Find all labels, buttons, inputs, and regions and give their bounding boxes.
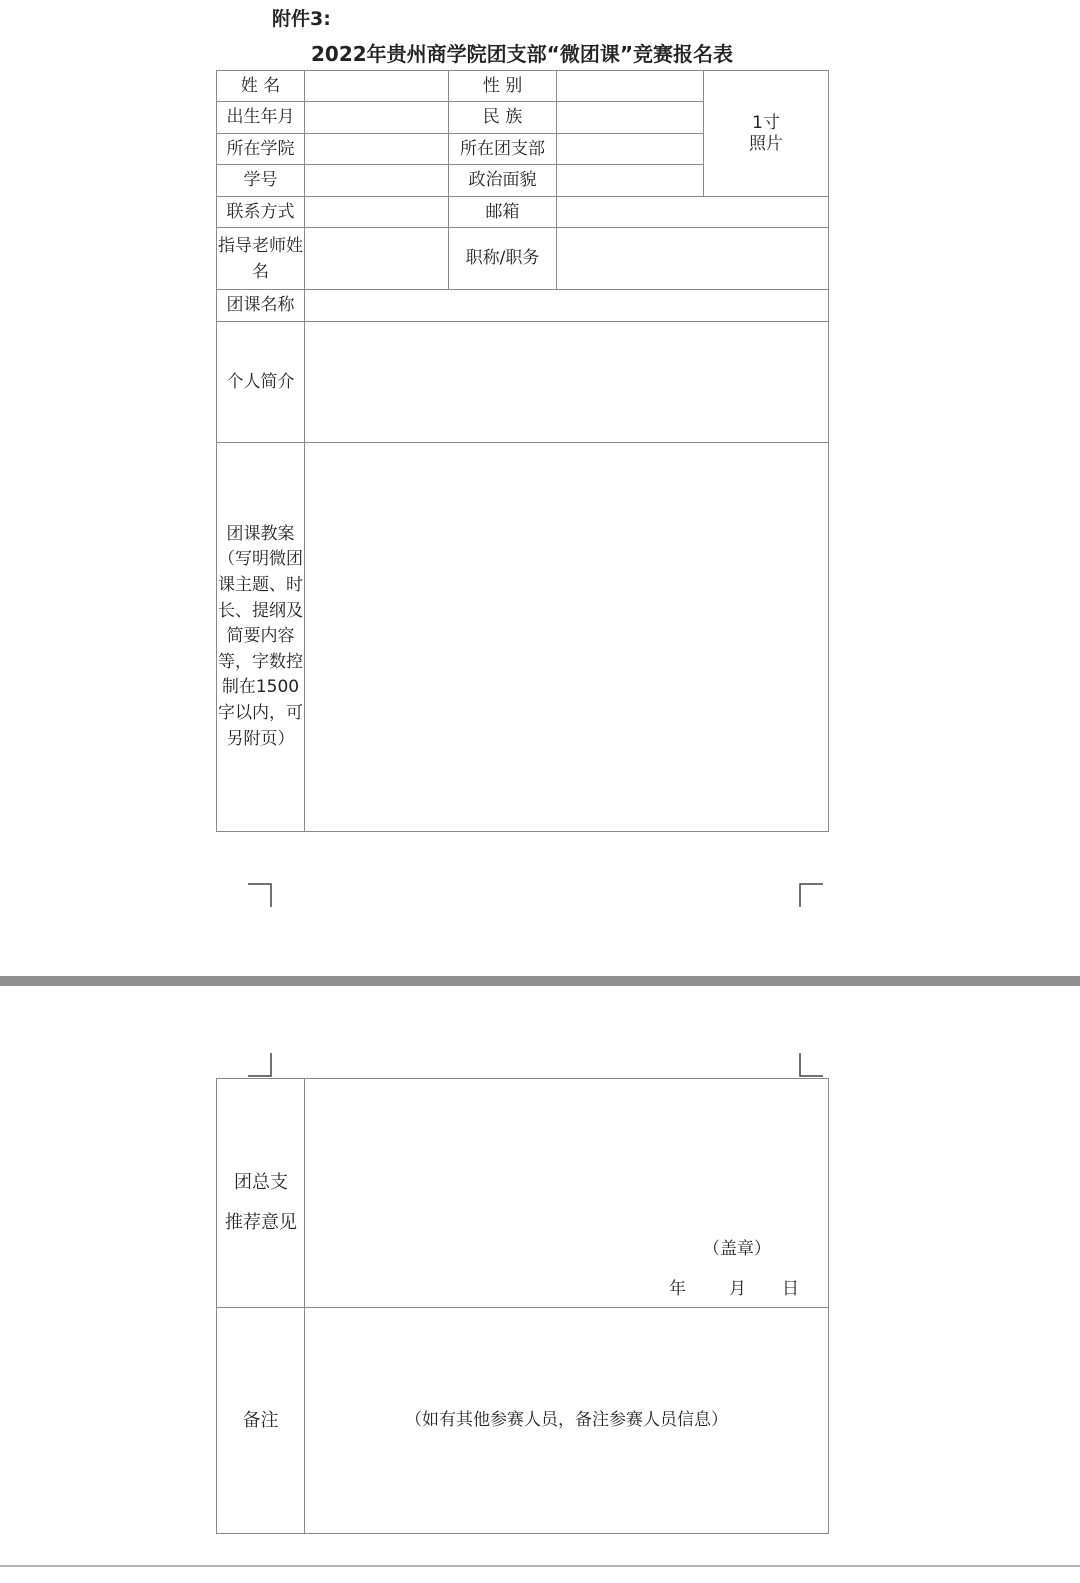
- advisor-name-label: [217, 228, 305, 290]
- page-separator: [0, 976, 1080, 986]
- contact-label: 联系方式: [217, 197, 305, 228]
- lesson-plan-label: [217, 443, 305, 832]
- crop-mark-icon: [799, 883, 823, 907]
- month-label: 月: [729, 1279, 746, 1299]
- political-status-field[interactable]: [557, 165, 704, 197]
- birth-label: 出生年月: [217, 102, 305, 134]
- lesson-plan-label-text: 团课教案 （写明微团课主题、时长、提纲及简要内容等，字数控制在1500字以内，可另附页）: [218, 523, 303, 749]
- contact-field[interactable]: [305, 197, 449, 228]
- birth-field[interactable]: [305, 102, 449, 134]
- crop-mark-icon: [248, 883, 272, 907]
- crop-mark-icon: [799, 1053, 823, 1077]
- bio-field[interactable]: [305, 322, 829, 443]
- registration-table: [216, 70, 829, 832]
- bio-label: 个人简介: [217, 322, 305, 443]
- form-title: 2022年贵州商学院团支部“微团课”竞赛报名表: [311, 42, 733, 66]
- email-field[interactable]: [557, 197, 829, 228]
- college-label: 所在学院: [217, 134, 305, 165]
- political-status-label: 政治面貌: [449, 165, 557, 197]
- day-label: 日: [782, 1279, 799, 1299]
- lesson-plan-field[interactable]: [305, 443, 829, 832]
- recommend-label-cell: [217, 1079, 305, 1308]
- page-bottom-line: [0, 1565, 1080, 1567]
- recommend-label: 团总支 推荐意见: [225, 1172, 297, 1233]
- year-label: 年: [669, 1279, 686, 1299]
- advisor-title-field[interactable]: [557, 228, 829, 290]
- remarks-label: 备注: [217, 1308, 305, 1534]
- advisor-title-label: 职称/职务: [449, 228, 557, 290]
- recommendation-table: [216, 1078, 829, 1534]
- ethnicity-label: 民 族: [449, 102, 557, 134]
- attachment-label: 附件3:: [272, 8, 331, 30]
- remarks-field[interactable]: [305, 1308, 829, 1534]
- recommend-field[interactable]: [305, 1079, 829, 1308]
- gender-field[interactable]: [557, 71, 704, 102]
- name-label: 姓 名: [217, 71, 305, 102]
- student-id-field[interactable]: [305, 165, 449, 197]
- advisor-name-label-text: 指导老师姓名: [218, 235, 303, 282]
- course-name-label: 团课名称: [217, 290, 305, 322]
- remarks-hint: （如有其他参赛人员，备注参赛人员信息）: [405, 1410, 728, 1431]
- email-label: 邮箱: [449, 197, 557, 228]
- student-id-label: 学号: [217, 165, 305, 197]
- crop-mark-icon: [248, 1053, 272, 1077]
- name-field[interactable]: [305, 71, 449, 102]
- branch-label: 所在团支部: [449, 134, 557, 165]
- college-field[interactable]: [305, 134, 449, 165]
- course-name-field[interactable]: [305, 290, 829, 322]
- branch-field[interactable]: [557, 134, 704, 165]
- ethnicity-field[interactable]: [557, 102, 704, 134]
- stamp-label: （盖章）: [703, 1239, 771, 1259]
- advisor-name-field[interactable]: [305, 228, 449, 290]
- gender-label: 性 别: [449, 71, 557, 102]
- photo-box[interactable]: 1寸 照片: [704, 71, 829, 197]
